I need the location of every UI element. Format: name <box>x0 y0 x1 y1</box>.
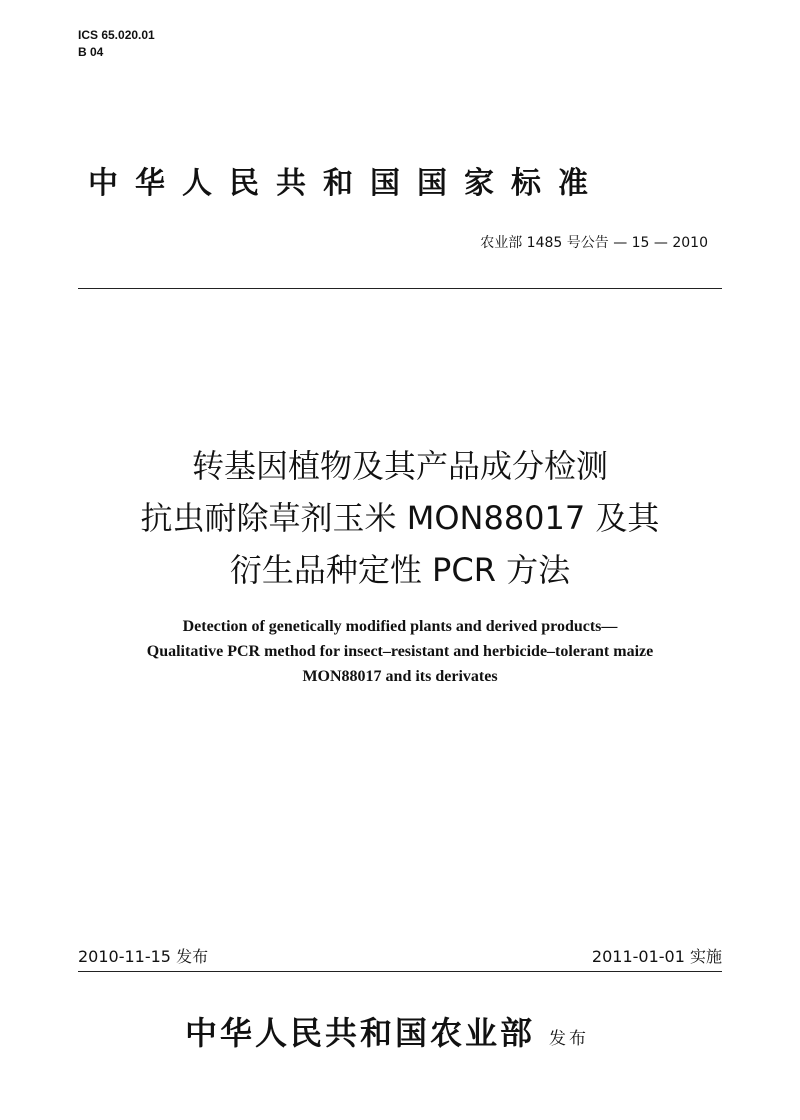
issuer-suffix: 发布 <box>549 1029 590 1049</box>
chinese-title-line-1: 转基因植物及其产品成分检测 <box>191 447 608 485</box>
standard-number: 农业部 1485 号公告 — 15 — 2010 <box>480 235 708 251</box>
implement-date: 2011-01-01 实施 <box>591 947 722 966</box>
english-title-line-1: Detection of genetically modified plants and derived products— <box>182 618 618 635</box>
chinese-title-line-3: 衍生品种定性 PCR 方法 <box>229 551 571 589</box>
national-standard-title: 中华人民共和国国家标准 <box>88 166 605 201</box>
chinese-title <box>60 440 740 596</box>
bottom-divider <box>78 971 722 972</box>
english-title-line-2: Qualitative PCR method for insect–resistant and herbicide–tolerant maize <box>146 643 654 660</box>
classification-codes <box>78 27 155 61</box>
top-divider <box>78 288 722 289</box>
ics-code: ICS 65.020.01 <box>78 28 155 42</box>
ccs-code: B 04 <box>78 45 104 59</box>
date-row <box>78 944 722 970</box>
english-title-line-3: MON88017 and its derivates <box>302 668 498 685</box>
english-title <box>60 614 740 689</box>
chinese-title-line-2: 抗虫耐除草剂玉米 MON88017 及其 <box>140 499 660 537</box>
issuer-name: 中华人民共和国农业部 <box>185 1014 536 1052</box>
publish-date: 2010-11-15 发布 <box>78 947 209 966</box>
issuing-authority <box>185 1008 589 1054</box>
